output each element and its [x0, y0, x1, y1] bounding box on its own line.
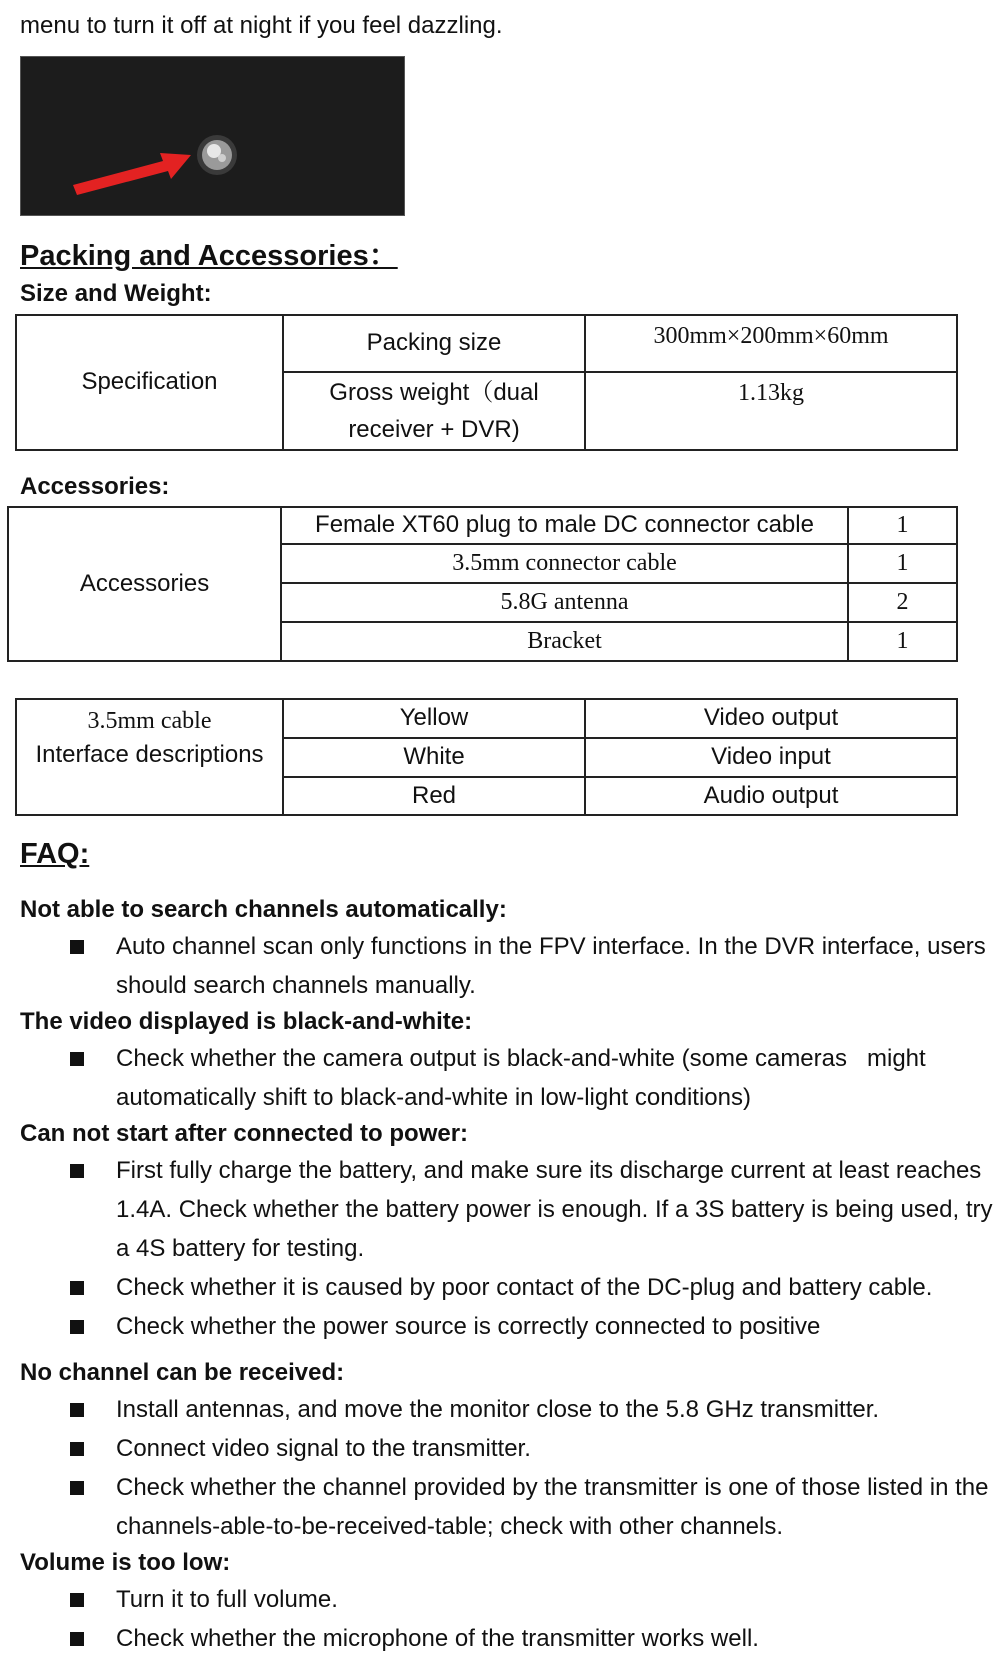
square-bullet-icon — [70, 1320, 84, 1334]
packing-size-value: 300mm×200mm×60mm — [585, 315, 957, 372]
accessory-name: Female XT60 plug to male DC connector cable — [281, 507, 848, 544]
answer-text: Install antennas, and move the monitor close to the 5.8 GHz transmitter. — [116, 1396, 880, 1423]
accessory-qty: 1 — [848, 544, 957, 583]
accessory-name: 5.8G antenna — [281, 583, 848, 622]
faq-question: Not able to search channels automatically: — [20, 896, 507, 923]
cable-function: Video input — [585, 738, 957, 777]
accessory-name: 3.5mm connector cable — [281, 544, 848, 583]
square-bullet-icon — [70, 940, 84, 954]
answer-text: Check whether the microphone of the transmitter works well. — [116, 1625, 759, 1652]
answer-text: Connect video signal to the transmitter. — [116, 1435, 531, 1462]
accessories-table — [7, 506, 958, 662]
faq-answer — [70, 1307, 995, 1346]
square-bullet-icon — [70, 1593, 84, 1607]
size-weight-title: Size and Weight: — [20, 280, 212, 307]
cable-label-line2: Interface descriptions — [35, 741, 264, 768]
cable-label-line1: 3.5mm cable — [87, 708, 212, 734]
accessory-qty: 1 — [848, 507, 957, 544]
cable-color: Yellow — [283, 699, 585, 738]
indicator-light-photo — [20, 56, 405, 216]
faq-answer — [70, 1429, 995, 1468]
accessories-label: Accessories — [8, 507, 281, 661]
answer-text: Check whether the camera output is black-and-white (some cameras might automatically shift to black-and-white in low-light conditions) — [116, 1045, 933, 1111]
answer-text: Turn it to full volume. — [116, 1586, 338, 1613]
gross-weight-line2: receiver + DVR) — [348, 416, 520, 443]
faq-answer — [70, 1151, 995, 1268]
cable-color: Red — [283, 777, 585, 815]
faq-answer — [70, 1580, 995, 1619]
square-bullet-icon — [70, 1403, 84, 1417]
cable-label — [16, 699, 283, 815]
packing-title: Packing and Accessories： — [20, 240, 398, 272]
cable-color: White — [283, 738, 585, 777]
square-bullet-icon — [70, 1281, 84, 1295]
square-bullet-icon — [70, 1164, 84, 1178]
cable-function: Video output — [585, 699, 957, 738]
accessory-name: Bracket — [281, 622, 848, 661]
gross-weight-value: 1.13kg — [585, 372, 957, 450]
faq-answer — [70, 1268, 995, 1307]
faq-question: Can not start after connected to power: — [20, 1120, 469, 1147]
faq-answer — [70, 927, 995, 1005]
square-bullet-icon — [70, 1481, 84, 1495]
faq-question: No channel can be received: — [20, 1359, 345, 1386]
gross-weight-label — [283, 372, 585, 450]
intro-text: menu to turn it off at night if you feel dazzling. — [20, 12, 503, 39]
faq-title: FAQ: — [20, 838, 90, 870]
answer-text: Check whether the channel provided by the transmitter is one of those listed in the channels-able-to-be-received-table; check with other channels. — [116, 1474, 989, 1540]
faq-answer — [70, 1039, 995, 1117]
gross-weight-line1: Gross weight（dual — [329, 379, 539, 406]
accessory-qty: 1 — [848, 622, 957, 661]
faq-question: Volume is too low: — [20, 1549, 231, 1576]
faq-question: The video displayed is black-and-white: — [20, 1008, 473, 1035]
answer-text: Check whether it is caused by poor contact of the DC-plug and battery cable. — [116, 1274, 933, 1301]
faq-answer — [70, 1390, 995, 1429]
faq-answer — [70, 1619, 995, 1658]
cable-interface-table — [15, 698, 958, 816]
accessories-title: Accessories: — [20, 473, 170, 500]
faq-answer — [70, 1468, 995, 1546]
led-photo-icon — [21, 57, 405, 216]
square-bullet-icon — [70, 1632, 84, 1646]
square-bullet-icon — [70, 1052, 84, 1066]
size-weight-table — [15, 314, 958, 451]
accessory-qty: 2 — [848, 583, 957, 622]
answer-text: First fully charge the battery, and make sure its discharge current at least reaches 1.4A. Check whether the battery power is enough. If a 3S battery is being used, try a 4S battery for testing. — [116, 1157, 993, 1262]
packing-size-label: Packing size — [283, 315, 585, 372]
answer-text: Auto channel scan only functions in the FPV interface. In the DVR interface, users should search channels manually. — [116, 933, 986, 999]
answer-text: Check whether the power source is correctly connected to positive — [116, 1313, 821, 1340]
cable-function: Audio output — [585, 777, 957, 815]
faq-list — [20, 893, 995, 1658]
square-bullet-icon — [70, 1442, 84, 1456]
spec-label: Specification — [16, 315, 283, 450]
